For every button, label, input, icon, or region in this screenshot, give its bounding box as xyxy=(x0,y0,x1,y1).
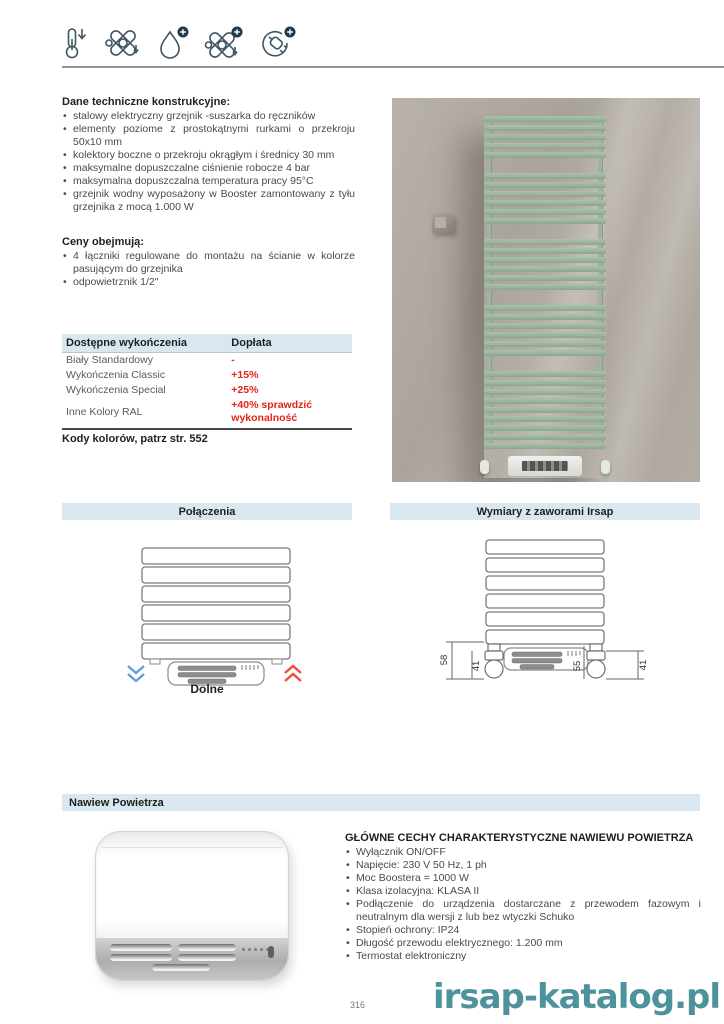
radiator-slat xyxy=(484,116,606,122)
radiator-slat xyxy=(484,209,606,215)
fan-icon xyxy=(104,25,142,61)
indicator-lights xyxy=(242,948,269,951)
radiator-slat xyxy=(484,305,606,311)
radiator-slat xyxy=(484,152,606,158)
radiator-slat xyxy=(484,350,606,356)
radiator-slat xyxy=(484,341,606,347)
booster-vent-band xyxy=(96,938,288,980)
table-row xyxy=(62,368,352,383)
prices-include-section xyxy=(62,236,355,289)
list-item: • Termostat elektroniczny xyxy=(345,950,701,963)
booster-unit-photo xyxy=(508,456,582,476)
section-header-air: Nawiew Powietrza xyxy=(62,794,700,811)
column-header-finish: Dostępne wykończenia xyxy=(62,334,227,353)
finishes-table xyxy=(62,334,352,445)
dim-label: 58 xyxy=(439,654,450,666)
radiator-slat xyxy=(484,200,606,206)
flow-out-chevrons xyxy=(285,666,301,681)
finish-surcharge: +15% xyxy=(231,369,259,381)
radiator-slat xyxy=(484,239,606,245)
air-features-title: GŁÓWNE CECHY CHARAKTERYSTYCZNE NAWIEWU POWIETRZA xyxy=(345,832,694,844)
radiator-slat xyxy=(484,371,606,377)
radiator-slat-group xyxy=(484,371,606,449)
finish-surcharge: +40% sprawdzić wykonalność xyxy=(231,399,313,424)
radiator-slat xyxy=(484,434,606,440)
radiator-slat xyxy=(484,125,606,131)
table-row xyxy=(62,383,352,398)
radiator-image xyxy=(484,116,606,478)
radiator-slat xyxy=(484,266,606,272)
list-item: • Moc Boostera = 1000 W xyxy=(345,872,701,885)
prices-include-list xyxy=(62,250,355,289)
list-item: • Stopień ochrony: IP24 xyxy=(345,924,701,937)
technical-data-section xyxy=(62,96,355,214)
section-header-connections: Połączenia xyxy=(62,503,352,520)
flow-in-chevrons xyxy=(128,666,144,681)
list-item: • Wyłącznik ON/OFF xyxy=(345,846,701,859)
dimensions-diagram xyxy=(438,538,653,690)
connections-caption: Dolne xyxy=(190,682,224,696)
list-item: • maksymalne dopuszczalne ciśnienie robocze 4 bar xyxy=(62,162,355,175)
radiator-slat xyxy=(484,143,606,149)
radiator-slat xyxy=(484,323,606,329)
finish-name: Biały Standardowy xyxy=(66,354,153,366)
product-photo xyxy=(392,98,700,482)
page-number: 316 xyxy=(350,1000,366,1010)
valve-right-drawing xyxy=(587,644,605,678)
radiator-slat xyxy=(484,284,606,290)
list-item: • kolektory boczne o przekroju okrągłym i średnicy 30 mm xyxy=(62,149,355,162)
technical-data-title: Dane techniczne konstrukcyjne: xyxy=(62,96,231,108)
table-header-row xyxy=(62,334,352,353)
fan-plus-icon xyxy=(204,25,244,61)
watermark: irsap-katalog.pl xyxy=(432,977,720,1017)
radiator-slat xyxy=(484,173,606,179)
list-item: • elementy poziome z prostokątnymi rurkami o przekroju 50x10 mm xyxy=(62,123,355,149)
list-item: • Napięcie: 230 V 50 Hz, 1 ph xyxy=(345,859,701,872)
radiator-slat xyxy=(484,380,606,386)
wall-thermostat xyxy=(432,214,454,233)
list-item: • Klasa izolacyjna: KLASA II xyxy=(345,885,701,898)
valve-right xyxy=(601,460,610,474)
radiator-slat-group xyxy=(484,173,606,224)
radiator-slat xyxy=(484,182,606,188)
radiator-slat xyxy=(484,389,606,395)
radiator-slat-group xyxy=(484,305,606,356)
valve-left xyxy=(480,460,489,474)
list-item: • 4 łączniki regulowane do montażu na ścianie w kolorze pasującym do grzejnika xyxy=(62,250,355,276)
dim-label: 41 xyxy=(638,659,649,671)
dim-label: 41 xyxy=(471,660,482,672)
radiator-slat-group xyxy=(484,116,606,158)
water-drop-plus-icon xyxy=(155,25,191,61)
table-row xyxy=(62,353,352,369)
radiator-slat xyxy=(484,416,606,422)
list-item: • stalowy elektryczny grzejnik -suszarka do ręczników xyxy=(62,110,355,123)
finish-surcharge: +25% xyxy=(231,384,259,396)
thermometer-down-icon xyxy=(57,25,91,61)
radiator-slat xyxy=(484,332,606,338)
radiator-slat xyxy=(484,407,606,413)
booster-product-image xyxy=(95,831,289,981)
finish-name: Inne Kolory RAL xyxy=(66,405,143,418)
column-header-surcharge: Dopłata xyxy=(227,334,352,353)
list-item: • odpowietrznik 1/2" xyxy=(62,276,355,289)
radiator-slat xyxy=(484,191,606,197)
valve-left-drawing xyxy=(485,644,503,678)
radiator-slat xyxy=(484,314,606,320)
radiator-slat-group xyxy=(484,239,606,290)
air-features-section xyxy=(345,832,701,963)
technical-data-list xyxy=(62,110,355,214)
table-row xyxy=(62,398,352,426)
air-features-list xyxy=(345,846,701,963)
header-divider xyxy=(62,66,724,68)
section-header-dimensions: Wymiary z zaworami Irsap xyxy=(390,503,700,520)
list-item: • Podłączenie do urządzenia dostarczane z przewodem fazowym i neutralnym dla wersji z lub bez wtyczki Schuko xyxy=(345,898,701,924)
radiator-slat xyxy=(484,398,606,404)
feature-icons-row xyxy=(57,25,297,61)
finish-name: Wykończenia Special xyxy=(66,384,166,396)
radiator-slat xyxy=(484,425,606,431)
power-button xyxy=(268,946,274,958)
prices-include-title: Ceny obejmują: xyxy=(62,236,144,248)
radiator-slat xyxy=(484,134,606,140)
finish-name: Wykończenia Classic xyxy=(66,369,166,381)
radiator-slat xyxy=(484,257,606,263)
connections-diagram xyxy=(122,546,307,688)
radiator-slat xyxy=(484,248,606,254)
radiator-slat xyxy=(484,218,606,224)
radiator-slat xyxy=(484,275,606,281)
list-item: • grzejnik wodny wyposażony w Booster zamontowany z tyłu grzejnika z mocą 1.000 W xyxy=(62,188,355,214)
dim-label: 55 xyxy=(572,660,583,672)
color-codes-note: Kody kolorów, patrz str. 552 xyxy=(62,428,352,445)
plug-plus-icon xyxy=(257,25,297,61)
list-item: • Długość przewodu elektrycznego: 1.200 mm xyxy=(345,937,701,950)
finish-surcharge: - xyxy=(231,354,235,366)
radiator-slat xyxy=(484,443,606,449)
list-item: • maksymalna dopuszczalna temperatura pracy 95°C xyxy=(62,175,355,188)
